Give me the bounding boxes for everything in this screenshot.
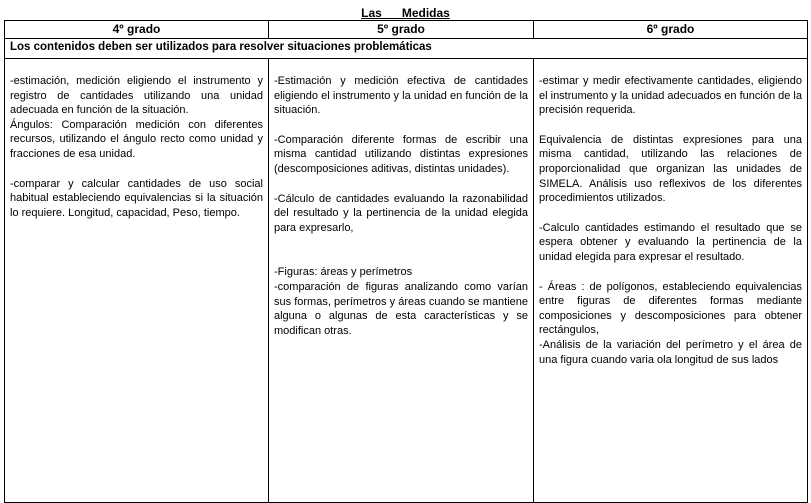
grade-4-item: Ángulos: Comparación medición con diferentes recursos, utilizando el ángulo recto como unidad y fracciones de esa unidad.	[10, 118, 263, 160]
header-row	[5, 21, 808, 39]
grade-6-item: -Análisis de la variación del perímetro y el área de una figura cuando varia ola longitud de sus lados	[539, 338, 802, 366]
grade-4-item: -comparar y calcular cantidades de uso social habitual estableciendo equivalencias si la situación lo requiere. Longitud, capacidad, Peso, tiempo.	[10, 177, 263, 219]
grade-5-item: -comparación de figuras analizando como varían sus formas, perímetros y áreas cuando se mantiene alguna o algunas de esta características y se modifican otras.	[274, 280, 528, 337]
body-row	[5, 59, 808, 503]
grade-6-item: Equivalencia de distintas expresiones para una misma cantidad, utilizando las relaciones de proporcionalidad que organizan las unidades de SIMELA. Análisis uso reflexivos de los diferentes procedimientos utilizados.	[539, 133, 802, 205]
grade-6-item: -Calculo cantidades estimando el resultado que se espera obtener y evaluando la pertinencia de la unidad elegida para expresar el resultado.	[539, 221, 802, 263]
grade-5-item: -Figuras: áreas y perímetros	[274, 266, 413, 279]
grade-6-content	[534, 59, 808, 503]
grade-5-item: -Comparación diferente formas de escribir una misma cantidad utilizando distintas expresiones (descomposiciones aditivas, distintas unidades).	[274, 133, 528, 175]
grade-4-item: -estimación, medición eligiendo el instrumento y registro de cantidades utilizando una unidad adecuada en función de la situación.	[10, 75, 263, 117]
header-grade-6: 6º grado	[534, 21, 808, 39]
grade-6-item: -estimar y medir efectivamente cantidades, eligiendo el instrumento y la unidad adecuados en función de la precisión requerida.	[539, 75, 802, 117]
header-grade-5: 5º grado	[269, 21, 534, 39]
grade-4-content	[5, 59, 269, 503]
grade-5-item: -Cálculo de cantidades evaluando la razonabilidad del resultado y la pertinencia de la unidad elegida para expresarlo,	[274, 192, 528, 234]
span-row	[5, 39, 808, 59]
contents-note: Los contenidos deben ser utilizados para resolver situaciones problemáticas	[5, 39, 808, 59]
grade-6-item: - Áreas : de polígonos, estableciendo equivalencias entre figuras de diferentes formas mediante composiciones y descomposiciones para obtener rectángulos,	[539, 280, 802, 337]
content-table	[4, 20, 808, 503]
document-title: Las Medidas	[361, 6, 450, 20]
grade-5-content	[269, 59, 534, 503]
grade-5-item: -Estimación y medición efectiva de cantidades eligiendo el instrumento y la unidad en función de la situación.	[274, 75, 528, 117]
header-grade-4: 4º grado	[5, 21, 269, 39]
